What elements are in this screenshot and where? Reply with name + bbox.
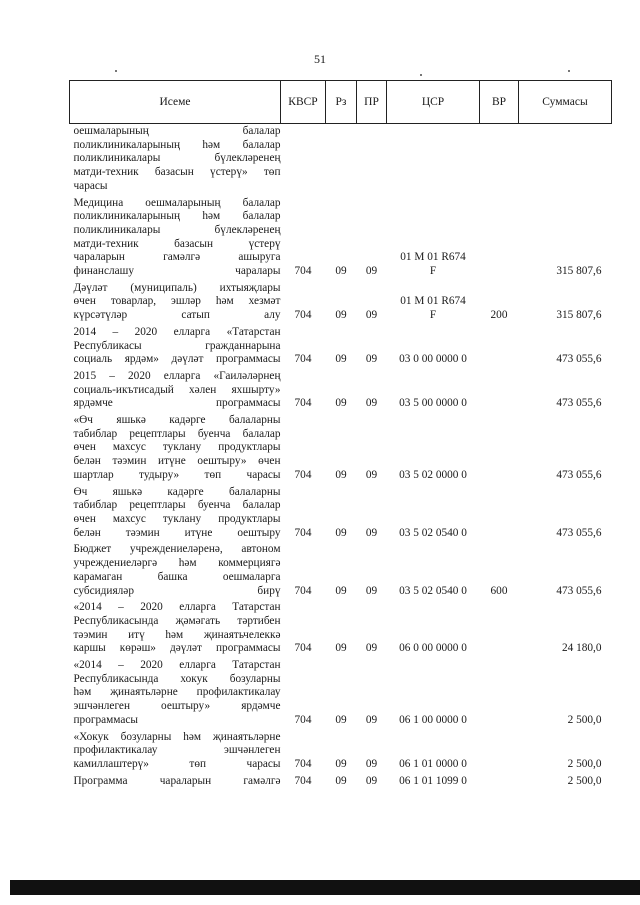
cell-rz: 09 xyxy=(335,713,347,726)
cell-vr xyxy=(480,369,519,413)
header-rz: Рз xyxy=(326,81,357,124)
cell-pr: 09 xyxy=(365,468,378,481)
cell-kvsr: 704 xyxy=(294,774,312,787)
cell-sum: 473 055,6 xyxy=(556,397,602,410)
cell-kvsr: 704 xyxy=(294,397,312,410)
cell-rz: 09 xyxy=(335,584,347,597)
cell-rz: 09 xyxy=(335,526,347,539)
table-row xyxy=(70,600,612,658)
cell-sum: 2 500,0 xyxy=(567,774,602,787)
table-row xyxy=(70,413,612,485)
cell-kvsr: 704 xyxy=(294,353,312,366)
cell-vr: 200 xyxy=(490,309,508,322)
cell-kvsr: 704 xyxy=(294,468,312,481)
cell-rz: 09 xyxy=(335,353,347,366)
cell-sum: 473 055,6 xyxy=(556,584,602,597)
cell-kvsr: 704 xyxy=(294,584,312,597)
cell-kvsr: 704 xyxy=(294,526,312,539)
cell-pr: 09 xyxy=(365,397,378,410)
scan-speck xyxy=(420,74,422,76)
cell-pr: 09 xyxy=(365,353,378,366)
cell-vr xyxy=(480,196,519,281)
cell-vr xyxy=(480,730,519,774)
header-name: Исеме xyxy=(70,81,281,124)
header-csr: ЦСР xyxy=(387,81,480,124)
cell-kvsr: 704 xyxy=(294,713,312,726)
cell-sum: 2 500,0 xyxy=(567,713,602,726)
table-row xyxy=(70,124,612,196)
cell-name: «Өч яшькә кадәрге балаларны табиблар рецептлары буенча балалар өчен махсус туклану продуктлары белән тәэмин итүне оештыру» өчен шартлар тудыру» төп чарасы xyxy=(73,414,281,481)
cell-sum: 315 807,6 xyxy=(556,265,602,278)
cell-rz: 09 xyxy=(335,309,347,322)
budget-table xyxy=(69,80,612,790)
cell-rz: 09 xyxy=(335,468,347,481)
cell-pr: 09 xyxy=(365,526,378,539)
cell-name: Өч яшькә кадәрге балаларны табиблар рецептлары буенча балалар өчен махсус туклану продуктлары белән тәэмин итүне оештыру xyxy=(73,485,281,539)
cell-pr: 09 xyxy=(365,642,378,655)
cell-csr: 03 0 00 0000 0 xyxy=(399,353,467,366)
cell-sum xyxy=(519,124,612,196)
cell-vr xyxy=(480,600,519,658)
cell-sum: 473 055,6 xyxy=(556,353,602,366)
header-kvsr: КВСР xyxy=(281,81,326,124)
cell-csr: 06 1 01 0000 0 xyxy=(399,757,467,770)
cell-sum: 473 055,6 xyxy=(556,526,602,539)
cell-csr: 01 М 01 R674 F xyxy=(400,251,466,278)
cell-name: «Хокук бозуларны һәм җинаятьләрне профилактикалау эшчәнлеген камиллаштерү» төп чарасы xyxy=(73,730,281,770)
cell-kvsr: 704 xyxy=(294,309,312,322)
page-number: 51 xyxy=(314,52,326,66)
cell-kvsr xyxy=(281,124,326,196)
cell-name: 2014 – 2020 елларга «Татарстан Республикасы гражданнарына социаль ярдәм» дәүләт программасы xyxy=(73,325,281,366)
cell-rz xyxy=(326,124,357,196)
cell-name: оешмаларының балалар поликлиникаларының һәм балалар поликлиникалары бүлекләренең матди-техник базасын үстерү» төп чарасы xyxy=(73,125,281,192)
cell-rz: 09 xyxy=(335,642,347,655)
cell-csr: 03 5 00 0000 0 xyxy=(399,397,467,410)
cell-rz: 09 xyxy=(335,757,347,770)
table-header-row xyxy=(70,81,612,124)
cell-pr: 09 xyxy=(365,265,378,278)
cell-kvsr: 704 xyxy=(294,265,312,278)
cell-csr: 01 М 01 R674 F xyxy=(400,295,466,322)
cell-vr xyxy=(480,124,519,196)
table-row xyxy=(70,774,612,791)
cell-rz: 09 xyxy=(335,397,347,410)
cell-csr: 03 5 02 0540 0 xyxy=(399,584,467,597)
cell-name: «2014 – 2020 елларга Татарстан Республикасында хокук бозуларны һәм җинаятьләрне профилактикалау эшчәнлеген оештыру» ярдәмче программасы xyxy=(73,659,281,726)
cell-vr: 600 xyxy=(490,584,508,597)
cell-pr: 09 xyxy=(365,757,378,770)
cell-pr: 09 xyxy=(365,774,378,787)
cell-name: Медицина оешмаларының балалар поликлиникаларының һәм балалар поликлиникалары бүлекләренең матди-техник базасын үстерү чараларын гамәлгә ашыруга финанслашу чаралары xyxy=(73,196,281,278)
table-row xyxy=(70,485,612,543)
cell-csr: 03 5 02 0000 0 xyxy=(399,468,467,481)
cell-sum: 2 500,0 xyxy=(567,757,602,770)
cell-kvsr: 704 xyxy=(294,757,312,770)
cell-csr xyxy=(387,124,480,196)
cell-name: «2014 – 2020 елларга Татарстан Республикасында җәмәгать тәртибен тәэмин итү һәм җинаятьчелеккә каршы көрәш» дәүләт программасы xyxy=(73,601,281,655)
table-row xyxy=(70,281,612,325)
cell-vr xyxy=(480,325,519,369)
cell-vr xyxy=(480,485,519,543)
cell-rz: 09 xyxy=(335,774,347,787)
scan-edge-bar xyxy=(10,880,640,895)
cell-sum: 24 180,0 xyxy=(561,642,602,655)
cell-vr xyxy=(480,413,519,485)
table-row xyxy=(70,325,612,369)
cell-pr: 09 xyxy=(365,584,378,597)
table-row xyxy=(70,542,612,600)
cell-csr: 06 0 00 0000 0 xyxy=(399,642,467,655)
cell-vr xyxy=(480,774,519,791)
cell-sum: 473 055,6 xyxy=(556,468,602,481)
table-row xyxy=(70,369,612,413)
cell-name: Программа чараларын гамәлгә xyxy=(73,774,281,787)
table-row xyxy=(70,658,612,730)
header-sum: Суммасы xyxy=(519,81,612,124)
cell-pr: 09 xyxy=(365,713,378,726)
cell-kvsr: 704 xyxy=(294,642,312,655)
cell-vr xyxy=(480,658,519,730)
cell-csr: 06 1 01 1099 0 xyxy=(399,774,467,787)
cell-sum: 315 807,6 xyxy=(556,309,602,322)
cell-name: Дәүләт (муниципаль) ихтыяҗлары өчен товарлар, эшләр һәм хезмәт күрсәтүләр сатып алу xyxy=(73,281,281,322)
header-vr: ВР xyxy=(480,81,519,124)
table-row xyxy=(70,196,612,281)
cell-csr: 03 5 02 0540 0 xyxy=(399,526,467,539)
scan-speck xyxy=(115,70,117,72)
cell-name: 2015 – 2020 елларга «Гаиләләрнең социаль-икътисадый хәлен яхшырту» ярдәмче программасы xyxy=(73,369,281,410)
scan-speck xyxy=(568,70,570,72)
cell-pr xyxy=(357,124,387,196)
cell-rz: 09 xyxy=(335,265,347,278)
header-pr: ПР xyxy=(357,81,387,124)
table-row xyxy=(70,730,612,774)
cell-pr: 09 xyxy=(365,309,378,322)
cell-name: Бюджет учреждениеләренә, автоном учреждениеләргә һәм коммерциягә карамаган башка оешмаларга субсидияләр бирү xyxy=(73,543,281,597)
cell-csr: 06 1 00 0000 0 xyxy=(399,713,467,726)
